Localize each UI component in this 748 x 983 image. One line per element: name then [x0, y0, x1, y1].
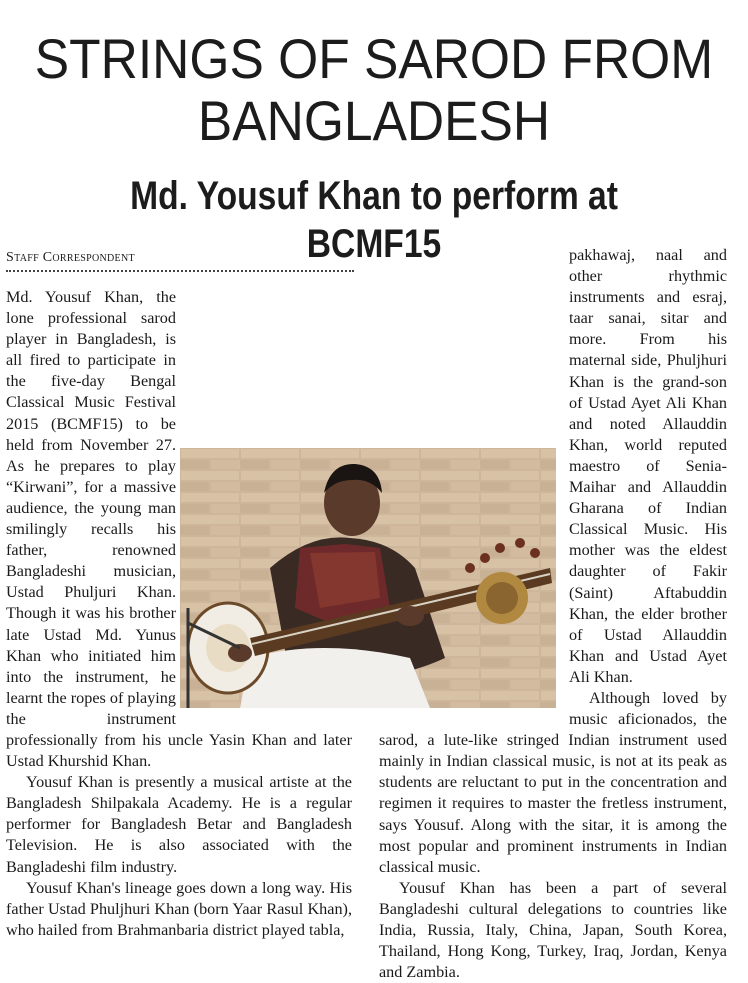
paragraph-5: Although loved by music aficionados, the sarod, a lute-like stringed Indian instrument used mainly in Indian classical music, is not at its peak as students are reluctant to put in the concentration and regimen it requires to master the fretless instrument, says Yousuf. Along with the sitar, it is among the most popular and prominent instruments in Indian classical music. — [379, 688, 727, 876]
paragraph-2: Yousuf Khan is presently a musical artiste at the Bangladesh Shilpakala Academy. He is a regular performer for Bangladesh Betar and Bangladesh Television. He is also associated with the Bangladeshi film industry. — [6, 773, 352, 876]
headline-line-1: STRINGS OF SAROD FROM — [34, 27, 714, 90]
paragraph-1-wrap: Bangladeshi musician, Ustad Phuljuri Khan. Though it was his brother late Ustad Md. Yunus Khan who initiated him into the instrument, he learnt the ropes of playing the instrument professionally from his uncle Yasin Khan and later Ustad Khurshid Khan. — [6, 562, 352, 771]
paragraph-4: pakhawaj, naal and other rhythmic instruments and esraj, taar sanai, sitar and more. From his maternal side, Phuljhuri Khan is the grand-son of Ustad Ayet Ali Khan and noted Allauddin Khan, world reputed maestro of Senia-Maihar and Allauddin Gharana of Indian Classical Music. His mother was the eldest daughter of Fakir (Saint) Aftabuddin Khan, the elder brother of Ustad Allauddin Khan and Ustad Ayet Ali Khan. — [569, 246, 727, 686]
subheadline: Md. Yousuf Khan to perform at BCMF15 — [130, 174, 618, 266]
headline — [30, 28, 718, 152]
byline: Staff Correspondent — [6, 250, 135, 265]
byline-divider — [6, 270, 354, 272]
paragraph-3: Yousuf Khan's lineage goes down a long way. His father Ustad Phuljhuri Khan (born Yaar Rasul Khan), who hailed from Brahmanbaria district played tabla, — [6, 878, 352, 939]
paragraph-1-lead: Md. Yousuf Khan, the lone professional sarod player in Bangladesh, is all fired to participate in the five-day Bengal Classical Music Festival 2015 (BCMF15) to be held from November 27. As he prepares to play “Kirwani”, for a massive audience, the young man smilingly recalls his father, renowned — [6, 288, 176, 560]
headline-line-2: BANGLADESH — [197, 89, 551, 152]
musician-illustration — [180, 448, 556, 708]
paragraph-6: Yousuf Khan has been a part of several Bangladeshi cultural delegations to countries like India, Russia, Italy, China, Japan, South Korea, Thailand, Hong Kong, Turkey, Iraq, Jordan, Kenya and Zambia. — [379, 878, 727, 982]
musician-photo — [180, 448, 556, 708]
